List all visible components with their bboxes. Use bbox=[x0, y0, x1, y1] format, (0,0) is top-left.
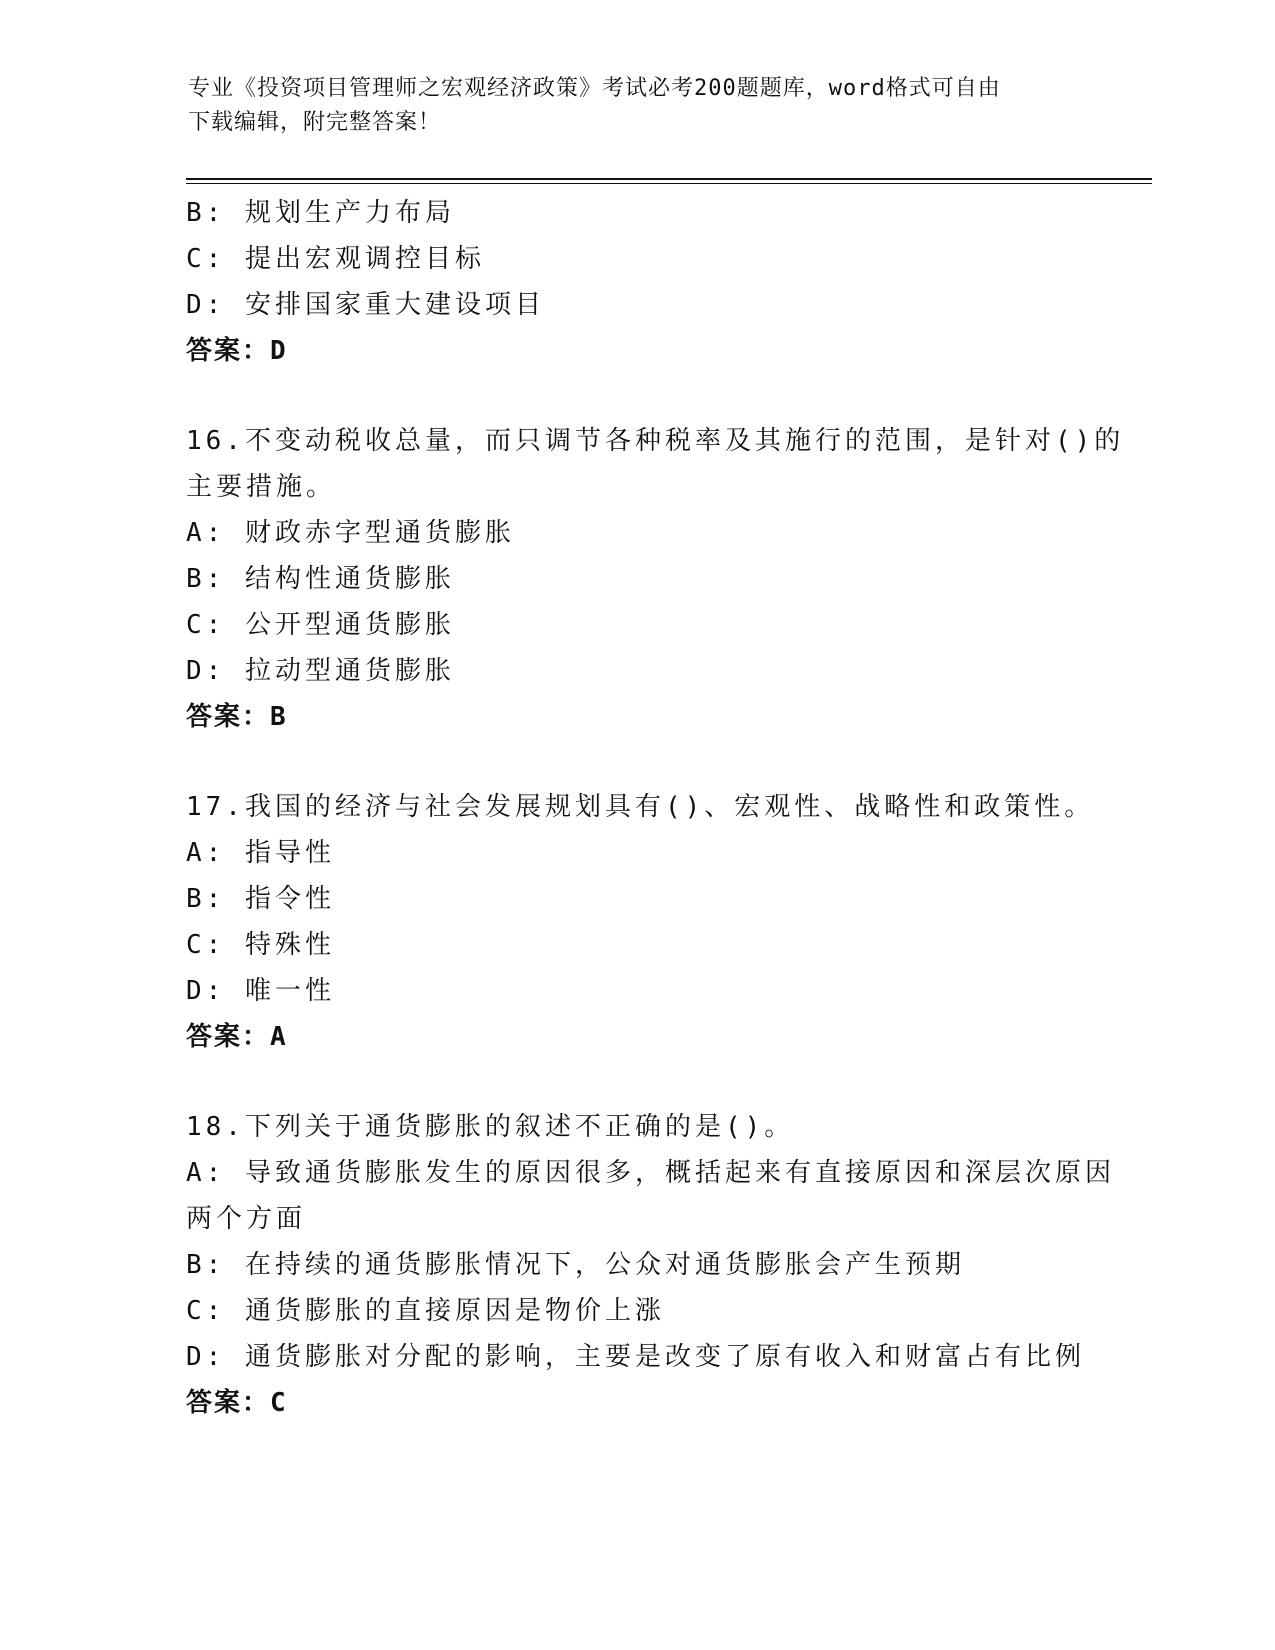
option-d: D: 安排国家重大建设项目 bbox=[186, 290, 545, 320]
question-stem: 17.我国的经济与社会发展规划具有()、宏观性、战略性和政策性。 bbox=[186, 792, 1095, 822]
question-16 bbox=[186, 418, 1125, 740]
header-rule-thin bbox=[186, 183, 1152, 184]
option-d: D: 唯一性 bbox=[186, 976, 335, 1006]
question-stem: 18.下列关于通货膨胀的叙述不正确的是()。 bbox=[186, 1112, 795, 1142]
answer: 答案：A bbox=[186, 1022, 288, 1052]
answer: 答案：C bbox=[186, 1388, 288, 1418]
header-rule-thick bbox=[186, 178, 1152, 180]
option-c: C: 公开型通货膨胀 bbox=[186, 610, 455, 640]
page-header bbox=[188, 72, 1068, 140]
option-b: B: 在持续的通货膨胀情况下，公众对通货膨胀会产生预期 bbox=[186, 1250, 965, 1280]
header-line-2: 下载编辑，附完整答案！ bbox=[188, 110, 442, 135]
option-d: D: 通货膨胀对分配的影响，主要是改变了原有收入和财富占有比例 bbox=[186, 1342, 1085, 1372]
spacer bbox=[186, 740, 1086, 784]
option-a: A: 导致通货膨胀发生的原因很多，概括起来有直接原因和深层次原因 bbox=[186, 1158, 1115, 1188]
option-a: A: 指导性 bbox=[186, 838, 335, 868]
question-17 bbox=[186, 784, 1095, 1060]
spacer bbox=[186, 1060, 1086, 1104]
header-line-1: 专业《投资项目管理师之宏观经济政策》考试必考200题题库，word格式可自由 bbox=[188, 76, 1001, 101]
option-a: A: 财政赤字型通货膨胀 bbox=[186, 518, 515, 548]
question-15-tail bbox=[186, 190, 1086, 374]
option-c: C: 通货膨胀的直接原因是物价上涨 bbox=[186, 1296, 665, 1326]
option-c: C: 特殊性 bbox=[186, 930, 335, 960]
question-stem-cont: 主要措施。 bbox=[186, 472, 337, 502]
option-b: B: 指令性 bbox=[186, 884, 335, 914]
option-a-cont: 两个方面 bbox=[186, 1204, 307, 1234]
question-list bbox=[186, 190, 1125, 1426]
question-18 bbox=[186, 1104, 1115, 1426]
answer: 答案：D bbox=[186, 336, 288, 366]
spacer bbox=[186, 374, 1086, 418]
question-stem: 16.不变动税收总量，而只调节各种税率及其施行的范围，是针对()的 bbox=[186, 426, 1125, 456]
option-d: D: 拉动型通货膨胀 bbox=[186, 656, 455, 686]
answer: 答案：B bbox=[186, 702, 288, 732]
option-b: B: 规划生产力布局 bbox=[186, 198, 455, 228]
option-b: B: 结构性通货膨胀 bbox=[186, 564, 455, 594]
option-c: C: 提出宏观调控目标 bbox=[186, 244, 485, 274]
